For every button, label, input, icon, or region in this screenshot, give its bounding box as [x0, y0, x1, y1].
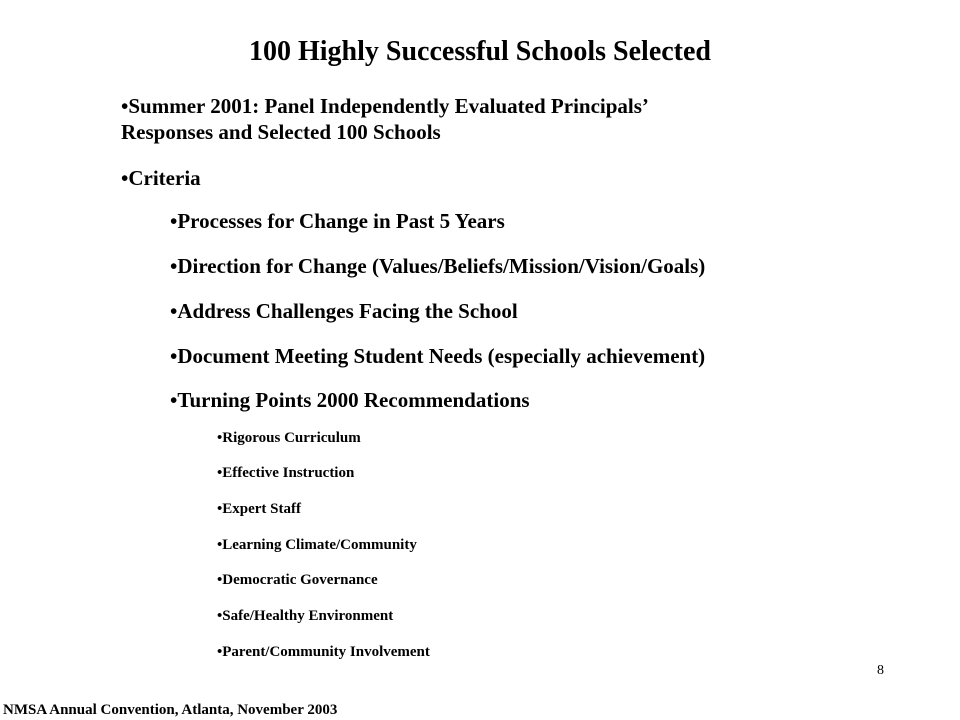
bullet-marker: •: [217, 501, 223, 517]
recommendation-item-text: Safe/Healthy Environment: [222, 608, 394, 624]
criteria-item-text: Processes for Change in Past 5 Years: [177, 209, 505, 233]
bullet-marker: •: [121, 166, 129, 190]
bullet-criteria: [121, 165, 201, 191]
recommendation-item: [217, 570, 378, 590]
bullet-text-continued: Responses and Selected 100 Schools: [121, 120, 441, 144]
bullet-marker: •: [217, 465, 223, 481]
bullet-marker: •: [170, 299, 178, 323]
criteria-item: [170, 253, 705, 279]
slide-title: 100 Highly Successful Schools Selected: [248, 36, 711, 67]
criteria-item: [170, 387, 530, 413]
bullet-marker: •: [217, 430, 223, 446]
bullet-marker: •: [170, 388, 178, 412]
bullet-marker: •: [217, 644, 223, 660]
bullet-marker: •: [170, 344, 178, 368]
bullet-marker: •: [170, 254, 178, 278]
recommendation-item-text: Democratic Governance: [222, 572, 378, 588]
bullet-marker: •: [170, 209, 178, 233]
recommendation-item-text: Effective Instruction: [222, 465, 355, 481]
recommendation-item: [217, 428, 361, 448]
criteria-item: [170, 208, 505, 234]
page-number: 8: [877, 663, 884, 678]
bullet-marker: •: [217, 537, 223, 553]
bullet-marker: •: [217, 572, 223, 588]
criteria-item-text: Direction for Change (Values/Beliefs/Mission/Vision/Goals): [177, 254, 706, 278]
bullet-text: Summer 2001: Panel Independently Evaluated Principals’: [128, 94, 649, 118]
recommendation-item-text: Expert Staff: [222, 501, 302, 517]
criteria-item: [170, 343, 705, 369]
criteria-item-text: Document Meeting Student Needs (especially achievement): [177, 344, 706, 368]
bullet-marker: •: [217, 608, 223, 624]
recommendation-item-text: Learning Climate/Community: [222, 537, 417, 553]
recommendation-item: [217, 642, 430, 662]
criteria-item-text: Turning Points 2000 Recommendations: [177, 388, 530, 412]
recommendation-item-text: Rigorous Curriculum: [222, 430, 361, 446]
recommendation-item: [217, 606, 393, 626]
recommendation-item: [217, 463, 354, 483]
recommendation-item: [217, 535, 417, 555]
footer: NMSA Annual Convention, Atlanta, November 2003: [3, 702, 338, 718]
recommendation-item: [217, 499, 301, 519]
bullet-text: Criteria: [128, 166, 201, 190]
criteria-item-text: Address Challenges Facing the School: [177, 299, 518, 323]
recommendation-item-text: Parent/Community Involvement: [222, 644, 430, 660]
bullet-summer-2001: [121, 93, 841, 145]
criteria-item: [170, 298, 518, 324]
bullet-marker: •: [121, 94, 129, 118]
